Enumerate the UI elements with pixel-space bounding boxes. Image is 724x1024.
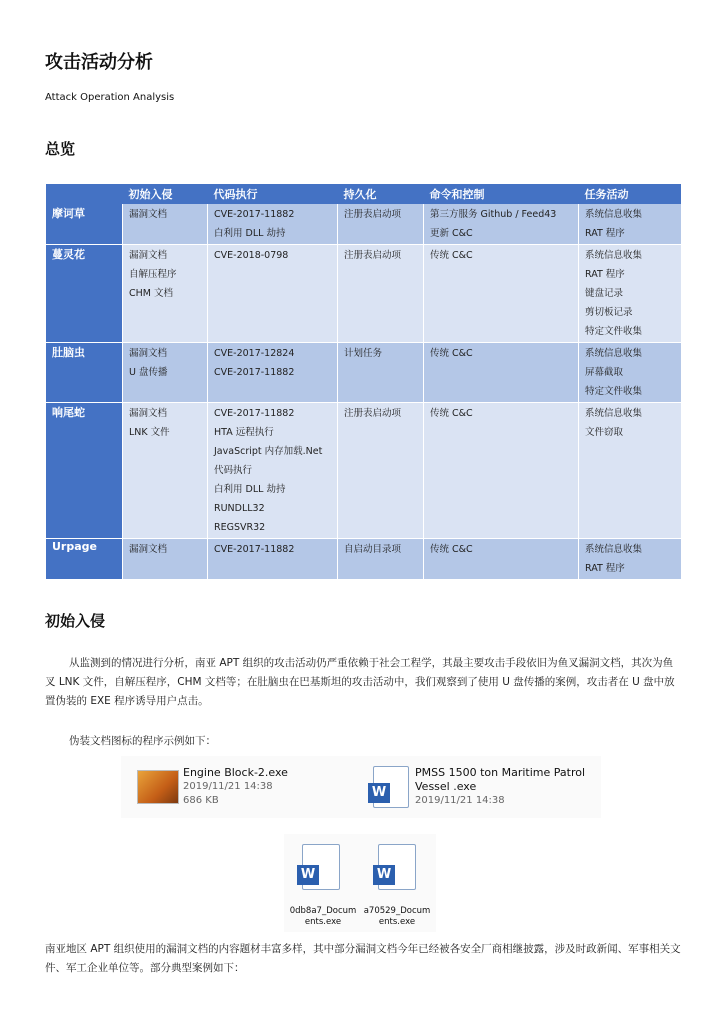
cell-line: 计划任务 [344,348,383,359]
table-row [46,403,682,539]
intrusion-heading: 初始入侵 [45,612,106,630]
cell-line: REGSVR32 [214,522,266,533]
cell-line: 注册表启动项 [344,408,402,419]
cell-line: CVE-2017-11882 [214,367,295,378]
cell-line: 代码执行 [214,465,253,476]
cell-line: 漏洞文档 [129,209,168,220]
cell-tasks [579,245,682,343]
paragraph-vuln-docs: 南亚地区 APT 组织使用的漏洞文档的内容题材丰富多样，其中部分漏洞文档今年已经被各安全厂商相继披露，涉及时政新闻、军事相关文件、军工企业单位等。部分典型案例如下： [45,943,681,974]
cell-line: 传统 C&C [430,408,473,419]
cell-line: 特定文件收集 [585,386,643,397]
cell-tasks [579,204,682,245]
cell-line: 特定文件收集 [585,326,643,337]
page-subtitle: Attack Operation Analysis [45,92,175,103]
file-size: 686 KB [183,795,219,806]
file-name-line1: a70529_Docum [363,906,431,916]
cell-line: RAT 程序 [585,228,625,239]
word-doc-icon: W [302,844,340,890]
cell-line: CVE-2017-11882 [214,544,295,555]
cell-line: 系统信息收集 [585,348,643,359]
group-name: 摩诃草 [46,204,123,245]
file-name-line2: ents.exe [304,917,342,927]
table-row [46,245,682,343]
file-screenshot-2 [284,834,436,932]
cell-line: 白利用 DLL 劫持 [214,228,286,239]
cell-line: 传统 C&C [430,544,473,555]
file-date: 2019/11/21 14:38 [183,781,273,792]
cell-initial [123,539,208,580]
cell-line: 漏洞文档 [129,408,168,419]
cell-line: 屏幕截取 [585,367,624,378]
cell-line: 更新 C&C [430,228,473,239]
cell-line: CHM 文档 [129,288,173,299]
cell-initial [123,245,208,343]
file-date: 2019/11/21 14:38 [415,795,505,806]
cell-exec [208,204,338,245]
cell-line: RAT 程序 [585,563,625,574]
table-header: 初始入侵 [123,184,208,204]
cell-persist [338,245,424,343]
cell-line: 传统 C&C [430,348,473,359]
cell-line: 传统 C&C [430,250,473,261]
file-name: Engine Block-2.exe [183,766,288,779]
table-row [46,539,682,580]
overview-table [45,184,681,580]
paragraph-example-intro: 伪装文档图标的程序示例如下： [69,735,216,747]
cell-line: 剪切板记录 [585,307,633,318]
cell-line: LNK 文件 [129,427,170,438]
table-row [46,343,682,403]
cell-exec [208,403,338,539]
cell-line: 系统信息收集 [585,544,643,555]
cell-line: JavaScript 内存加载.Net [214,446,323,457]
cell-persist [338,204,424,245]
cell-persist [338,403,424,539]
cell-tasks [579,539,682,580]
cell-line: 漏洞文档 [129,544,168,555]
file-name-line2: ents.exe [378,917,416,927]
cell-c2 [424,403,579,539]
cell-line: CVE-2017-12824 [214,348,295,359]
cell-tasks [579,403,682,539]
table-header: 命令和控制 [424,184,579,204]
cell-line: 键盘记录 [585,288,624,299]
cell-persist [338,539,424,580]
cell-initial [123,204,208,245]
cell-line: 自启动目录项 [344,544,402,555]
word-doc-icon: W [378,844,416,890]
cell-line: RUNDLL32 [214,503,265,514]
file-name-line1: 0db8a7_Docum [289,906,357,916]
cell-line: 文件窃取 [585,427,624,438]
cell-line: 注册表启动项 [344,209,402,220]
table-header: 代码执行 [208,184,338,204]
cell-line: CVE-2018-0798 [214,250,289,261]
cell-c2 [424,204,579,245]
page-title: 攻击活动分析 [45,52,153,73]
cell-line: U 盘传播 [129,367,168,378]
cell-exec [208,245,338,343]
cell-line: 系统信息收集 [585,209,643,220]
cell-tasks [579,343,682,403]
cell-line: 漏洞文档 [129,348,168,359]
cell-line: HTA 远程执行 [214,427,274,438]
cell-line: CVE-2017-11882 [214,408,295,419]
cell-initial [123,403,208,539]
word-doc-icon: W [373,766,409,808]
cell-line: 自解压程序 [129,269,177,280]
table-row [46,204,682,245]
cell-line: 注册表启动项 [344,250,402,261]
cell-line: 白利用 DLL 劫持 [214,484,286,495]
group-name: Urpage [46,539,123,580]
table-header [46,184,123,204]
image-file-icon [137,770,179,804]
cell-line: CVE-2017-11882 [214,209,295,220]
cell-c2 [424,343,579,403]
file-name-line2: Vessel .exe [415,780,477,793]
table-header-row [46,184,682,204]
file-name-line1: PMSS 1500 ton Maritime Patrol [415,766,586,779]
cell-line: 系统信息收集 [585,250,643,261]
cell-persist [338,343,424,403]
cell-c2 [424,539,579,580]
cell-c2 [424,245,579,343]
overview-heading: 总览 [45,140,76,158]
cell-exec [208,343,338,403]
paragraph-intrusion: 从监测到的情况进行分析，南亚 APT 组织的攻击活动仍严重依赖于社会工程学，其最主要攻击手段依旧为鱼叉漏洞文档，其次为鱼叉 LNK 文件，自解压程序，CHM 文档等；在肚脑虫在巴基斯坦的攻击活动中，我们观察到了使用 U 盘传播的案例，攻击者在 U 盘中放置伪装的 EXE 程序诱导用户点击。 [45,657,675,707]
cell-line: 系统信息收集 [585,408,643,419]
cell-initial [123,343,208,403]
group-name: 响尾蛇 [46,403,123,539]
cell-line: 第三方服务 Github / Feed43 [430,209,557,220]
group-name: 肚脑虫 [46,343,123,403]
cell-exec [208,539,338,580]
cell-line: RAT 程序 [585,269,625,280]
group-name: 蔓灵花 [46,245,123,343]
cell-line: 漏洞文档 [129,250,168,261]
file-screenshot-1 [121,756,601,818]
table-header: 任务活动 [579,184,682,204]
table-header: 持久化 [338,184,424,204]
